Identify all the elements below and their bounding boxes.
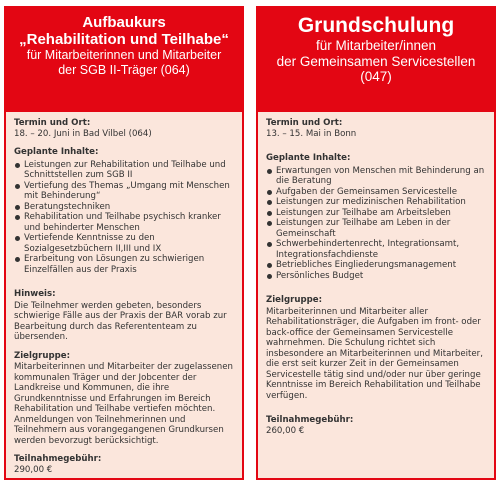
card-body <box>6 112 242 475</box>
inhalte-list <box>14 160 234 276</box>
list-item: Leistungen zur Teilhabe am Arbeitsleben <box>266 208 486 219</box>
list-item: Erwartungen von Menschen mit Behinderung an die Beratung <box>266 166 486 187</box>
hinweis-text: Die Teilnehmer werden gebeten, besonders schwierige Fälle aus der Praxis der BAR vorab zur Bearbeitung durch das Referententeam zu übersenden. <box>14 300 227 342</box>
list-item: Aufgaben der Gemeinsamen Servicestelle <box>266 187 486 198</box>
inhalte-label: Geplante Inhalte: <box>266 153 351 163</box>
termin-label: Termin und Ort: <box>14 118 91 128</box>
course-title: Aufbaukurs <box>82 14 166 31</box>
course-audience-code: der SGB II-Träger (064) <box>58 62 190 77</box>
inhalte-label: Geplante Inhalte: <box>14 147 99 157</box>
zielgruppe-text: Mitarbeiterinnen und Mitarbeiter der zugelassenen kommunalen Träger und der Jobcenter der Landkreise und Kommunen, die ihre Grundkenntnisse und Erfahrungen im Bereich Rehabilitation und Teilhabe vertiefen möchten. Anmeldungen von Teilnehmerinnen und Teilnehmern aus vorangegangenen Grundkursen werden bevorzugt berücksichtigt. <box>14 362 233 446</box>
course-subtitle: „Rehabilitation und Teilhabe“ <box>19 31 229 48</box>
list-item: Schwerbehindertenrecht, Integrationsamt, Integrationsfachdienste <box>266 239 486 260</box>
card-header <box>6 8 242 112</box>
card-body <box>258 112 494 436</box>
list-item: Leistungen zur Rehabilitation und Teilhabe und Schnittstellen zum SGB II <box>14 160 234 181</box>
termin-value: 13. – 15. Mai in Bonn <box>266 128 357 139</box>
course-code: (047) <box>360 69 392 84</box>
list-item: Leistungen zur Teilhabe am Leben in der Gemeinschaft <box>266 218 486 239</box>
course-card-grundschulung <box>256 6 496 480</box>
zielgruppe-text: Mitarbeiterinnen und Mitarbeiter aller Rehabilitationsträger, die Aufgaben im front- oder back-office der Gemeinsamen Servicestelle wahrnehmen. Die Schulung richtet sich insbesondere an Mitarbeiterinnen und Mitarbeiter, die erst seit kurzer Zeit in der Gemeinsamen Servicestelle tätig sind und/oder nur über geringe Kenntnisse im Bereich Rehabilitation und Teilhabe verfügen. <box>266 306 483 401</box>
inhalte-list <box>266 166 486 282</box>
list-item: Persönliches Budget <box>266 271 486 282</box>
zielgruppe-label: Zielgruppe: <box>14 350 71 361</box>
gebuehr-label: Teilnahmegebühr: <box>266 415 354 425</box>
gebuehr-label: Teilnahmegebühr: <box>14 454 102 464</box>
hinweis-label: Hinweis: <box>14 289 56 299</box>
list-item: Vertiefung des Themas „Umgang mit Menschen mit Behinderung“ <box>14 181 234 202</box>
gebuehr-value: 290,00 € <box>14 464 53 475</box>
list-item: Rehabilitation und Teilhabe psychisch kranker und behinderter Menschen <box>14 212 234 233</box>
course-audience: für Mitarbeiterinnen und Mitarbeiter <box>26 48 222 62</box>
zielgruppe-label: Zielgruppe: <box>266 295 323 305</box>
list-item: Erarbeitung von Lösungen zu schwierigen Einzelfällen aus der Praxis <box>14 254 234 275</box>
termin-label: Termin und Ort: <box>266 118 343 128</box>
list-item: Vertiefende Kenntnisse zu den Sozialgesetzbüchern II,III und IX <box>14 233 234 254</box>
course-subtitle: für Mitarbeiter/innen <box>315 38 437 53</box>
course-card-aufbaukurs <box>4 6 244 480</box>
gebuehr-value: 260,00 € <box>266 425 305 436</box>
termin-value: 18. – 20. Juni in Bad Vilbel (064) <box>14 128 152 139</box>
course-title: Grundschulung <box>297 14 455 37</box>
list-item: Beratungstechniken <box>14 202 234 213</box>
card-header <box>258 8 494 112</box>
course-audience: der Gemeinsamen Servicestellen <box>276 53 476 69</box>
list-item: Leistungen zur medizinischen Rehabilitation <box>266 197 486 208</box>
list-item: Betriebliches Eingliederungsmanagement <box>266 260 486 271</box>
